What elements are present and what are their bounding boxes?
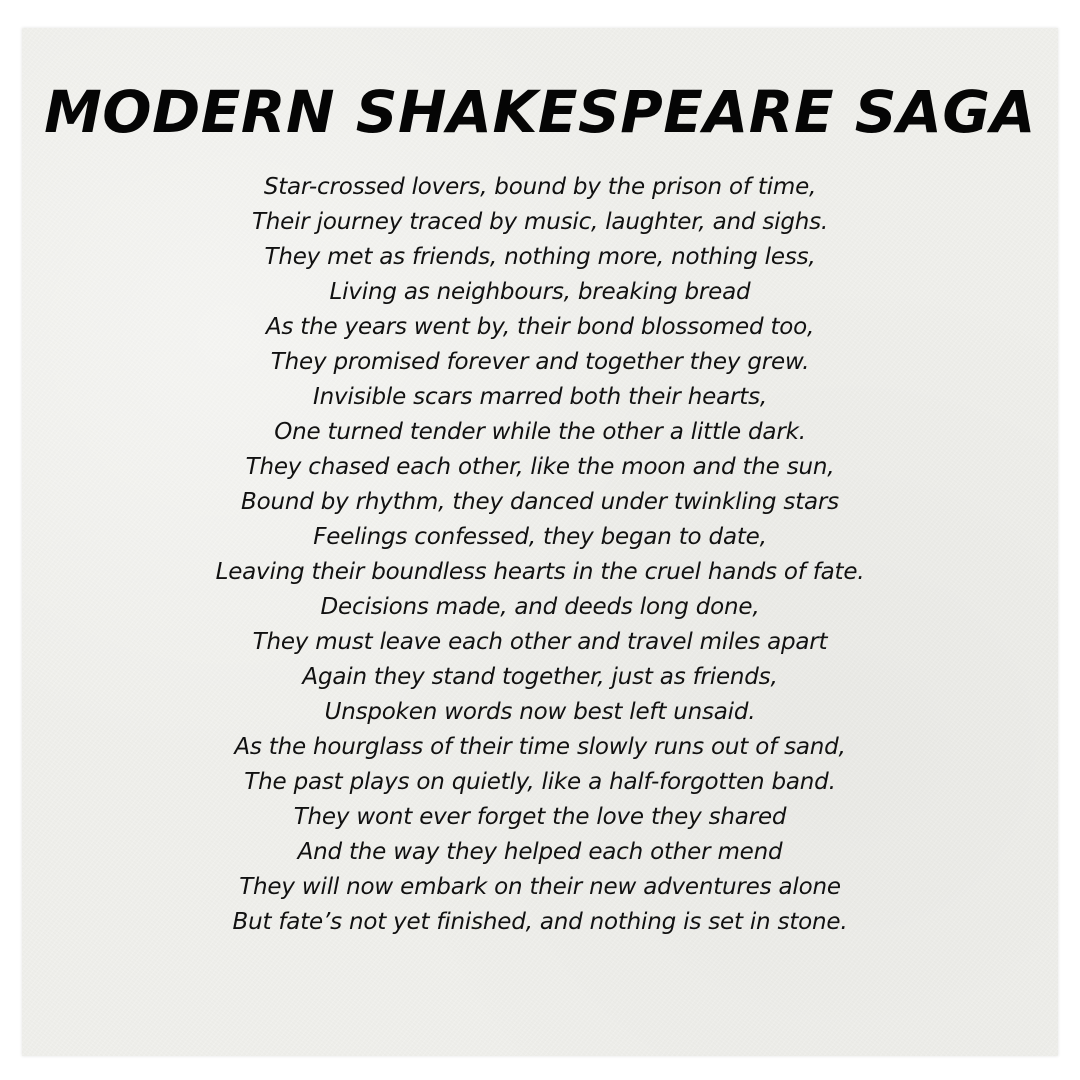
poem-line: They will now embark on their new adventures alone [239,874,841,900]
poem-line: Star-crossed lovers, bound by the prison of time, [263,174,817,200]
poem-line: Feelings confessed, they began to date, [313,524,767,550]
page-title: MODERN SHAKESPEARE SAGA [44,78,1036,146]
poem-line: They met as friends, nothing more, nothing less, [264,244,816,270]
poem-line: Their journey traced by music, laughter, and sighs. [251,209,829,235]
poem-body [0,170,1080,940]
poem-line: Invisible scars marred both their hearts, [312,384,767,410]
poem-line: But fate’s not yet finished, and nothing is set in stone. [232,909,848,935]
poem-line: Again they stand together, just as friends, [302,664,778,690]
poem-line: As the hourglass of their time slowly runs out of sand, [234,734,846,760]
poem-line: As the years went by, their bond blossomed too, [265,314,815,340]
poem-line: They chased each other, like the moon and the sun, [245,454,835,480]
poem-line: And the way they helped each other mend [297,839,783,865]
poem-line: Unspoken words now best left unsaid. [324,699,756,725]
poem-line: Living as neighbours, breaking bread [329,279,751,305]
poem-line: Decisions made, and deeds long done, [320,594,760,620]
poem-line: The past plays on quietly, like a half-forgotten band. [244,769,836,795]
poem-line: Leaving their boundless hearts in the cruel hands of fate. [215,559,865,585]
poem-line: One turned tender while the other a little dark. [274,419,806,445]
poem-line: They promised forever and together they grew. [270,349,810,375]
poem-line: They must leave each other and travel miles apart [252,629,828,655]
poem-line: They wont ever forget the love they shared [293,804,787,830]
poem-line: Bound by rhythm, they danced under twinkling stars [241,489,839,515]
